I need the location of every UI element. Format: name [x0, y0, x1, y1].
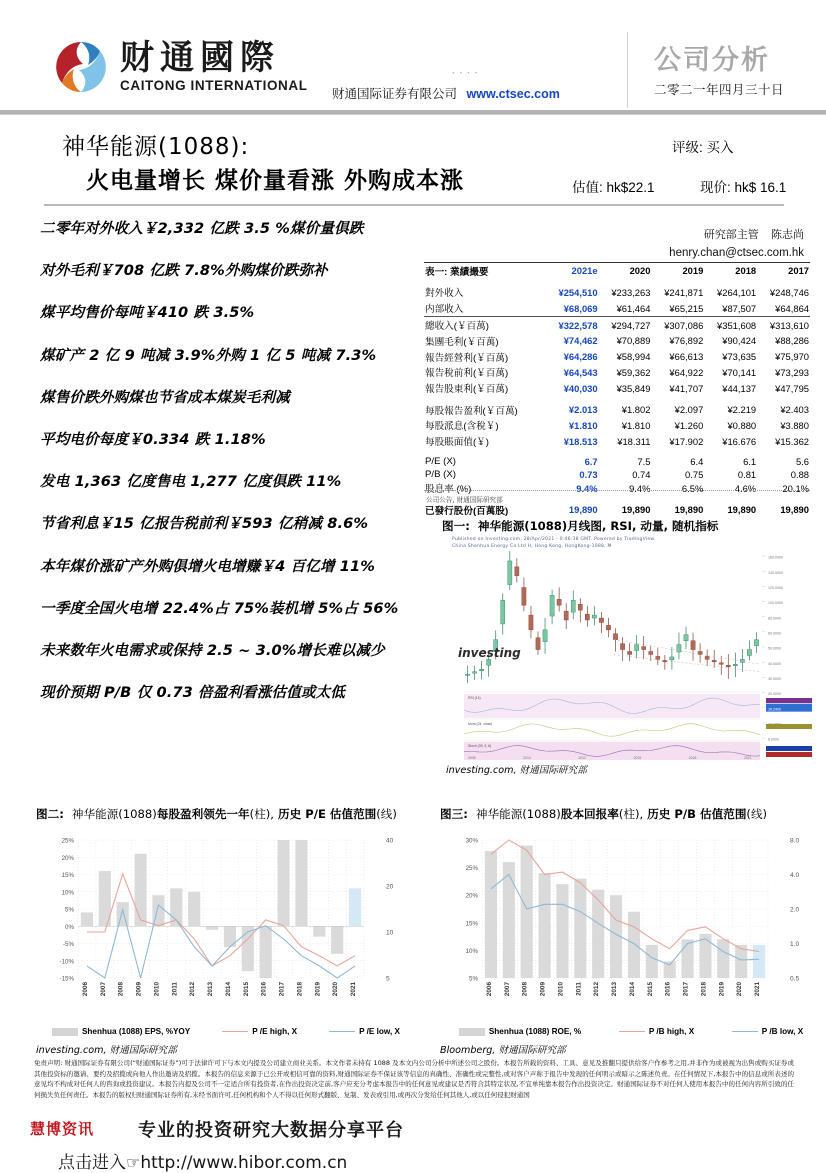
table-header-row — [424, 263, 810, 279]
document-type: 公司分析 — [654, 45, 770, 76]
cell-value: ¥18.311 — [617, 435, 651, 447]
svg-text:2013: 2013 — [207, 982, 215, 997]
svg-text:2007: 2007 — [503, 982, 511, 997]
cell-value: ¥47,795 — [775, 382, 809, 394]
fig3-plot — [440, 826, 820, 1026]
cell-value: ¥233,263 — [611, 286, 651, 298]
legend-label: Shenhua (1088) EPS, %YOY — [81, 1027, 191, 1036]
fig2-source: investing.com, 财通国际研究部 — [36, 1045, 177, 1056]
svg-text:2009: 2009 — [539, 982, 547, 997]
fig3-company: 神华能源(1088) — [475, 807, 561, 821]
svg-text:2019: 2019 — [718, 982, 726, 997]
svg-text:0%: 0% — [65, 923, 74, 931]
table-row — [424, 349, 810, 365]
svg-text:2021: 2021 — [350, 982, 358, 997]
svg-text:-5%: -5% — [62, 941, 74, 948]
svg-text:10%: 10% — [465, 947, 478, 955]
table-col-2021e: 2021e — [571, 265, 598, 277]
row-label: 每股派息(含稅￥) — [425, 421, 499, 433]
svg-text:2013: 2013 — [611, 982, 619, 997]
table-row — [424, 364, 810, 380]
rating-label: 评级: — [672, 140, 703, 155]
svg-text:100.0000: 100.0000 — [768, 601, 783, 606]
page-header — [0, 32, 826, 110]
svg-text:2010: 2010 — [153, 982, 161, 997]
row-label: P/E (X) — [425, 455, 456, 467]
cell-value: ¥3.880 — [780, 419, 809, 431]
cell-value: ¥264,101 — [717, 286, 757, 298]
svg-text:30.0000: 30.0000 — [768, 676, 781, 681]
svg-text:2021: 2021 — [754, 982, 762, 997]
svg-text:5: 5 — [386, 975, 390, 983]
svg-text:2019: 2019 — [314, 982, 322, 997]
cell-value: 7.5 — [637, 455, 651, 467]
svg-text:2008: 2008 — [468, 756, 476, 760]
key-point-1: 二零年对外收入￥2,332 亿跌 3.5 %煤价量俱跌 — [40, 220, 364, 237]
fig1-title-text: 神华能源(1088)月线图, RSI, 动量, 随机指标 — [477, 519, 719, 533]
legend-line-swatch — [222, 1031, 248, 1032]
table-col-2018: 2018 — [735, 265, 757, 277]
cell-value: ¥2.403 — [780, 404, 809, 416]
svg-text:5%: 5% — [469, 975, 478, 983]
cell-value: ¥74,462 — [563, 335, 598, 347]
table-row — [424, 317, 810, 333]
svg-text:20%: 20% — [465, 892, 478, 900]
key-point-5: 煤售价跌外购煤也节省成本煤炭毛利减 — [40, 388, 290, 406]
svg-text:20: 20 — [386, 883, 394, 891]
key-points-list — [40, 222, 440, 728]
table-bottom-divider — [424, 490, 810, 491]
table-row — [424, 433, 810, 449]
svg-text:30%: 30% — [465, 837, 478, 845]
fig2-company: 神华能源(1088) — [71, 807, 157, 821]
target-valuation: 估值: hk$22.1 — [572, 180, 655, 195]
svg-text:1.0: 1.0 — [790, 941, 800, 948]
svg-text:15%: 15% — [465, 920, 478, 928]
cell-value: ¥88,286 — [775, 335, 809, 347]
company-name: 财通国际证券有限公司 — [332, 87, 458, 101]
svg-text:20.0000: 20.0000 — [768, 692, 781, 697]
fig1-title-prefix: 图一: — [442, 519, 470, 533]
key-point-11: 未来数年火电需求或保持 2.5 ~ 3.0%增长难以减少 — [40, 641, 385, 659]
svg-text:10: 10 — [386, 929, 394, 937]
svg-text:Mom (24, close): Mom (24, close) — [468, 722, 493, 726]
svg-text:2008: 2008 — [117, 982, 125, 997]
key-point-4: 煤矿产 2 亿 9 吨减 3.9%外购 1 亿 5 吨减 7.3% — [40, 346, 377, 364]
fig2-range-note: (线) — [376, 807, 397, 821]
cell-value: ¥61,464 — [599, 300, 652, 316]
svg-text:2018: 2018 — [700, 982, 708, 997]
svg-text:2018: 2018 — [688, 756, 697, 760]
cell-value: ¥322,578 — [558, 319, 598, 331]
svg-text:2015: 2015 — [242, 982, 250, 997]
rating-value: 买入 — [706, 140, 734, 155]
legend-label: P /E high, X — [252, 1027, 298, 1036]
fig3-legend — [440, 1027, 822, 1036]
analyst-name: 陈志尚 — [771, 229, 804, 241]
fig3-block — [440, 806, 822, 1056]
cell-value: 4.6% — [734, 482, 757, 494]
svg-text:2008: 2008 — [521, 982, 529, 997]
svg-text:40.0000: 40.0000 — [768, 661, 781, 666]
cell-value: ¥64,286 — [563, 351, 598, 363]
cell-value: ¥64,864 — [757, 300, 810, 316]
cell-value: 0.75 — [685, 468, 704, 480]
cell-value: ¥16.676 — [722, 435, 757, 447]
report-date: 二零二一年四月三十日 — [654, 83, 785, 97]
key-point-6: 平均电价每度￥0.334 跌 1.18% — [40, 430, 266, 448]
cell-value: 9.4% — [629, 482, 651, 494]
svg-text:2021: 2021 — [744, 756, 752, 760]
svg-text:2015: 2015 — [646, 982, 654, 997]
cell-value: 19,890 — [674, 504, 704, 516]
fig2-legend — [36, 1027, 416, 1036]
svg-text:80.0000: 80.0000 — [768, 616, 781, 621]
header-decor-dots: ` ` ` ` — [452, 71, 479, 81]
legend-item — [222, 1027, 297, 1036]
cell-value: 6.5% — [681, 482, 704, 494]
table-source: 公司公告, 财通国际研究部 — [426, 496, 503, 504]
table-row — [424, 468, 810, 481]
svg-text:2017: 2017 — [278, 982, 286, 997]
legend-item — [52, 1027, 190, 1036]
key-point-12: 现价预期 P/B 仅 0.73 倍盈利看涨估值或太低 — [40, 684, 345, 702]
svg-text:15%: 15% — [61, 872, 74, 879]
svg-text:50.0000: 50.0000 — [768, 646, 781, 651]
svg-text:2010: 2010 — [523, 756, 531, 760]
cell-value: ¥66,613 — [669, 351, 704, 363]
cell-value: 6.4 — [690, 455, 704, 467]
key-point-8: 节省利息￥15 亿报告税前利￥593 亿稍减 8.6% — [40, 515, 369, 533]
company-website-link[interactable]: www.ctsec.com — [466, 87, 560, 101]
cell-value: ¥294,727 — [611, 319, 651, 331]
svg-text:2010: 2010 — [557, 982, 565, 997]
logo-text — [120, 38, 308, 93]
cell-value: ¥68,069 — [546, 300, 599, 316]
table-col-2020: 2020 — [629, 265, 651, 277]
cell-value: ¥2.097 — [674, 404, 704, 416]
header-right-block — [627, 32, 826, 108]
fig1-note-line1: Published on Investing.com, 28/Apr/2021 - 0:46:38 GMT. Powered by TradingView. — [452, 537, 656, 542]
svg-text:2012: 2012 — [578, 756, 586, 760]
cell-value: 6.1 — [743, 455, 757, 467]
financial-summary-table — [424, 262, 810, 518]
svg-text:2011: 2011 — [171, 982, 179, 996]
svg-text:-10%: -10% — [59, 958, 74, 966]
key-point-2: 对外毛利￥708 亿跌 7.8%外购煤价跌弥补 — [40, 262, 328, 280]
svg-text:60.0000: 60.0000 — [768, 631, 781, 636]
cell-value: ¥0.880 — [727, 419, 757, 431]
legend-label: P /B high, X — [648, 1027, 695, 1036]
fig2-title-prefix: 图二: — [36, 807, 64, 821]
pointing-hand-icon: ☞ — [126, 1153, 141, 1172]
cell-value: 19,890 — [621, 504, 651, 516]
svg-text:40: 40 — [386, 837, 394, 845]
cell-value: ¥15.362 — [775, 435, 809, 447]
cell-value: ¥70,889 — [616, 335, 651, 347]
svg-text:160.0000: 160.0000 — [768, 555, 783, 560]
row-label: 總收入(￥百萬) — [425, 321, 489, 333]
cell-value: 0.88 — [790, 468, 809, 480]
svg-text:25%: 25% — [61, 837, 74, 845]
fig3-metric: 股本回报率 — [560, 807, 619, 821]
svg-text:2012: 2012 — [593, 982, 601, 997]
cell-value: ¥44,137 — [722, 382, 757, 394]
disclaimer-text: 免责声明: 财通国际证券有限公司(“财通国际证券”)可于法律许可下与本文内提及公司建立商业关系。本文作者未持有 1088 及本文内公司分析中所述公司之股份。本报告所载的资料、工具、意见及推翻只提供给客户作参考之用,并非作为或被视为出售或购买证券或其他投资标的邀请、要约及招揽或向他人作出邀请及招揽。本报告的信息来源于已公开或相信可靠的资料,财通国际证券不保证该等信息的真确性、准确性或完整性,或对客户声称于报告中发现的任何明示或暗示之陈述负责。在任何情况下,本报告中的信息或所表述的意见均不构成对任何人的咨询或投资建议。本报告内提及公司不一定适合所有投资者,在作出投资决定前,客户应充分考虑本报告中的任何意见或建议是否符合其特定状况,不宜单纯靠本报告作出投资决定。财通国际证券不对任何人使用本报告中的任何内容所引致的任何损失负任何责任。本报告的版权归财通国际证券所有,未经书面许可,任何机构和个人不得以任何形式翻版、复制、发表或引用,或再次分发给任何其他人,或以任何侵犯财通国 — [34, 1059, 794, 1099]
fig3-range-note: (线) — [746, 807, 768, 821]
hibor-cta-line[interactable] — [58, 1148, 347, 1173]
title-divider — [44, 204, 784, 206]
svg-text:25%: 25% — [465, 865, 478, 873]
caitong-swirl-icon — [52, 38, 110, 96]
svg-text:0.5: 0.5 — [790, 975, 800, 983]
key-point-3: 煤平均售价每吨￥410 跌 3.5% — [40, 304, 255, 322]
svg-text:2.0: 2.0 — [790, 906, 800, 914]
fig3-source: Bloomberg, 财通国际研究部 — [440, 1045, 566, 1056]
svg-text:Stoch (39, 3, 6): Stoch (39, 3, 6) — [468, 744, 492, 748]
cell-value: ¥64,543 — [563, 366, 598, 378]
table-row — [424, 418, 810, 434]
cell-value: 19,890 — [568, 504, 598, 516]
svg-text:2009: 2009 — [135, 982, 143, 997]
svg-text:8.0000: 8.0000 — [768, 737, 779, 742]
table-row — [424, 300, 810, 316]
legend-label: Shenhua (1088) ROE, % — [488, 1027, 582, 1036]
key-point-9: 本年煤价涨矿产外购俱增火电增赚￥4 百亿增 11% — [40, 557, 376, 575]
svg-text:-15%: -15% — [59, 975, 74, 983]
legend-line-swatch — [329, 1031, 355, 1032]
row-label: 已發行股份(百萬股) — [425, 505, 509, 517]
hibor-cta-text: 点击进入 — [58, 1153, 126, 1173]
svg-text:2007: 2007 — [99, 982, 107, 997]
cell-value: 9.4% — [576, 482, 598, 494]
svg-text:20%: 20% — [61, 854, 74, 862]
legend-bar-swatch — [459, 1028, 485, 1036]
cell-value: ¥313,610 — [769, 319, 809, 331]
analyst-email[interactable]: henry.chan@ctsec.com.hk — [669, 247, 804, 259]
svg-text:2016: 2016 — [260, 982, 268, 997]
table-col-2019: 2019 — [682, 265, 704, 277]
fig3-metric-note: (柱), — [618, 807, 644, 821]
fig2-title — [36, 806, 416, 822]
fig2-plot — [36, 826, 416, 1026]
cell-value: ¥351,608 — [717, 319, 757, 331]
svg-text:8.0: 8.0 — [790, 837, 800, 845]
row-label: 内部收入 — [424, 300, 546, 316]
legend-bar-swatch — [52, 1028, 78, 1036]
cell-value: 19,890 — [727, 504, 757, 516]
cell-value: ¥58,994 — [616, 351, 651, 363]
analyst-role: 研究部主管 — [703, 229, 759, 241]
svg-text:120.0000: 120.0000 — [768, 585, 783, 590]
page-title: 神华能源(1088): — [62, 134, 250, 160]
cell-value: ¥1.810 — [568, 419, 598, 431]
cell-value: ¥254,510 — [558, 286, 598, 298]
analyst-role-name — [669, 226, 804, 242]
svg-text:2020: 2020 — [736, 982, 744, 997]
cell-value: ¥73,635 — [722, 351, 757, 363]
cell-value: ¥59,362 — [616, 366, 651, 378]
legend-item — [329, 1027, 400, 1036]
rating-badge — [672, 136, 734, 156]
cell-value: ¥64,922 — [669, 366, 704, 378]
key-point-10: 一季度全国火电增 22.4%占 75%装机增 5%占 56% — [40, 599, 399, 617]
svg-text:2020: 2020 — [332, 982, 340, 997]
svg-text:4.0: 4.0 — [790, 872, 800, 879]
header-divider-thin — [0, 114, 826, 115]
svg-text:2014: 2014 — [628, 982, 636, 997]
row-label: 報告稅前利(￥百萬) — [425, 368, 509, 380]
logo-name-en: CAITONG INTERNATIONAL — [120, 78, 308, 93]
cell-value: ¥17.902 — [669, 435, 704, 447]
cell-value: ¥18.513 — [563, 435, 598, 447]
cell-value: ¥65,215 — [651, 300, 704, 316]
cell-value: ¥248,746 — [769, 286, 809, 298]
fig1-chart — [442, 534, 822, 760]
svg-text:2012: 2012 — [189, 982, 197, 997]
fig3-title-prefix: 图三: — [440, 807, 468, 821]
cell-value: ¥90,424 — [722, 335, 757, 347]
fig2-metric: 每股盈利领先一年 — [156, 807, 250, 821]
table-row — [424, 380, 810, 396]
cell-value: 19,890 — [780, 504, 809, 516]
table-col-2017: 2017 — [788, 265, 809, 277]
cell-value: 0.73 — [579, 468, 598, 480]
svg-text:2017: 2017 — [682, 982, 690, 997]
legend-item — [619, 1027, 694, 1036]
svg-text:140.0000: 140.0000 — [768, 570, 783, 575]
fig1-header — [442, 518, 822, 534]
cell-value: ¥40,030 — [563, 382, 598, 394]
svg-text:2011: 2011 — [575, 982, 583, 996]
current-price: 现价: hk$ 16.1 — [700, 180, 787, 195]
fig2-range: 历史 P/E 估值范围 — [277, 807, 377, 821]
table-row — [424, 502, 810, 518]
svg-text:2018: 2018 — [296, 982, 304, 997]
row-label: P/B (X) — [425, 468, 456, 480]
cell-value: 0.74 — [632, 468, 651, 480]
legend-line-swatch — [619, 1031, 645, 1032]
fig1-title — [442, 518, 822, 534]
logo-name-cn: 财通國際 — [120, 38, 280, 78]
table-row — [424, 455, 810, 468]
hibor-url[interactable]: http://www.hibor.com.cn — [140, 1153, 348, 1173]
report-title-block — [0, 126, 826, 204]
fig3-range: 历史 P/B 估值范围 — [647, 807, 747, 821]
row-label: 對外收入 — [425, 288, 464, 300]
cell-value: ¥241,871 — [664, 286, 704, 298]
cell-value: ¥307,086 — [664, 319, 704, 331]
cell-value: 6.7 — [584, 455, 598, 467]
legend-label: P /E low, X — [359, 1027, 401, 1036]
company-logo — [52, 38, 308, 96]
fig2-metric-note: (柱), — [249, 807, 274, 821]
cell-value: ¥1.810 — [621, 419, 651, 431]
hibor-brand: 慧博资讯 — [30, 1120, 95, 1138]
key-point-7: 发电 1,363 亿度售电 1,277 亿度俱跌 11% — [40, 473, 342, 491]
cell-value: ¥2.013 — [568, 404, 598, 416]
svg-text:2015: 2015 — [633, 756, 642, 760]
legend-label: P /B low, X — [761, 1027, 804, 1036]
svg-text:2006: 2006 — [485, 982, 493, 997]
page-subtitle: 火电量增长 煤价量看涨 外购成本涨 — [86, 168, 465, 194]
svg-text:2016: 2016 — [664, 982, 672, 997]
cell-value: ¥2.219 — [727, 404, 757, 416]
analyst-info — [669, 226, 804, 259]
cell-value: ¥76,892 — [669, 335, 704, 347]
cell-value: ¥73,293 — [775, 366, 809, 378]
hibor-tagline: 专业的投资研究大数据分享平台 — [138, 1120, 404, 1141]
fig2-block — [36, 806, 416, 1056]
cell-value: ¥41,707 — [669, 382, 704, 394]
svg-text:2006: 2006 — [81, 982, 89, 997]
table-caption: 表一: 業績撮要 — [425, 266, 489, 278]
legend-item — [732, 1027, 803, 1036]
table-row — [424, 285, 810, 301]
fig1-source: investing.com, 财通国际研究部 — [446, 765, 587, 776]
investing-watermark: investing — [458, 646, 521, 660]
legend-item — [459, 1027, 581, 1036]
cell-value: 20.1% — [782, 482, 809, 494]
cell-value: ¥35,849 — [616, 382, 651, 394]
row-label: 報告經營利(￥百萬) — [425, 352, 509, 364]
svg-text:16.2400: 16.2400 — [768, 707, 781, 712]
svg-text:2014: 2014 — [224, 982, 232, 997]
cell-value: ¥87,507 — [704, 300, 757, 316]
cell-value: 0.81 — [737, 468, 757, 480]
header-company-line — [332, 84, 560, 102]
svg-text:10%: 10% — [61, 889, 74, 897]
row-label: 股息率 (%) — [425, 484, 472, 496]
cell-value: ¥1.802 — [621, 404, 651, 416]
row-label: 集團毛利(￥百萬) — [425, 336, 499, 348]
svg-text:RSI (14): RSI (14) — [468, 696, 481, 700]
svg-text:5%: 5% — [65, 906, 74, 914]
row-label: 每股賬面值(￥) — [425, 437, 489, 449]
cell-value: ¥75,970 — [775, 351, 809, 363]
fig1-note-line2: China Shenhua Energy Co Ltd H, Hong Kong, HongKong-1088, M — [452, 544, 612, 549]
table-row — [424, 402, 810, 418]
table-row — [424, 333, 810, 349]
cell-value: ¥70,141 — [722, 366, 757, 378]
fig3-title — [440, 806, 822, 822]
legend-line-swatch — [732, 1031, 758, 1032]
cell-value: ¥1.260 — [674, 419, 704, 431]
row-label: 報告股東利(￥百萬) — [425, 384, 509, 396]
cell-value: 5.6 — [795, 455, 809, 467]
row-label: 每股報告盈利(￥百萬) — [425, 405, 518, 417]
